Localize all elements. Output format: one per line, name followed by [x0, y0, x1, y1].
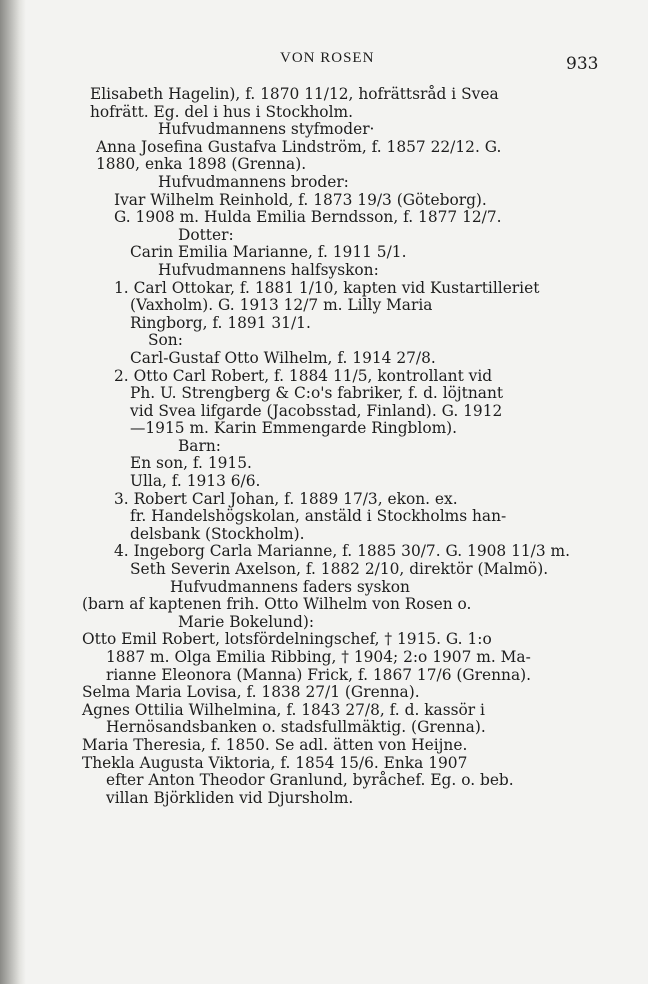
text-line: Otto Emil Robert, lotsfördelningschef, † 1915. G. 1:o [82, 630, 492, 649]
text-line: Ringborg, f. 1891 31/1. [130, 313, 311, 332]
page-binding-edge [0, 0, 26, 984]
section-heading: Hufvudmannens broder: [158, 172, 349, 191]
text-line: 2. Otto Carl Robert, f. 1884 11/5, kontrollant vid [114, 366, 493, 385]
section-heading: Hufvudmannens faders syskon [170, 577, 410, 596]
text-line: 1880, enka 1898 (Grenna). [96, 155, 307, 174]
text-line: Elisabeth Hagelin), f. 1870 11/12, hofrättsråd i Svea [90, 85, 499, 103]
text-line: villan Björkliden vid Djursholm. [106, 788, 354, 807]
text-line: G. 1908 m. Hulda Emilia Berndsson, f. 1877 12/7. [114, 208, 502, 227]
page-header [0, 50, 648, 74]
text-line: hofrätt. Eg. del i hus i Stockholm. [90, 102, 353, 121]
section-heading: Hufvudmannens halfsyskon: [158, 260, 379, 279]
text-line: Anna Josefina Gustafva Lindström, f. 1857 22/12. G. [96, 137, 502, 156]
text-line: Marie Bokelund): [178, 612, 315, 631]
section-heading: Barn: [178, 436, 221, 455]
text-line: Carin Emilia Marianne, f. 1911 5/1. [130, 243, 407, 262]
text-line: —1915 m. Karin Emmengarde Ringblom). [130, 419, 458, 438]
page-number: 933 [566, 54, 599, 74]
text-line: Hernösandsbanken o. stadsfullmäktig. (Grenna). [106, 718, 486, 737]
text-line: 1887 m. Olga Emilia Ribbing, † 1904; 2:o 1907 m. Ma- [106, 648, 531, 666]
text-line: Maria Theresia, f. 1850. Se adl. ätten von Heijne. [82, 735, 468, 754]
text-line: efter Anton Theodor Granlund, byråchef. Eg. o. beb. [106, 771, 514, 790]
text-line: delsbank (Stockholm). [130, 524, 305, 543]
text-line: 4. Ingeborg Carla Marianne, f. 1885 30/7. G. 1908 11/3 m. [114, 542, 571, 561]
text-line: Ivar Wilhelm Reinhold, f. 1873 19/3 (Göteborg). [114, 190, 487, 209]
text-line: fr. Handelshögskolan, anstäld i Stockholms han- [130, 507, 507, 526]
genealogy-text [82, 85, 600, 807]
text-line: (barn af kaptenen frih. Otto Wilhelm von Rosen o. [82, 595, 472, 614]
text-line: Ulla, f. 1913 6/6. [130, 472, 261, 491]
text-line: 3. Robert Carl Johan, f. 1889 17/3, ekon. ex. [114, 489, 458, 508]
section-heading: Son: [148, 331, 183, 350]
text-line: Carl-Gustaf Otto Wilhelm, f. 1914 27/8. [130, 348, 436, 367]
text-line: Thekla Augusta Viktoria, f. 1854 15/6. Enka 1907 [82, 753, 468, 772]
text-line: rianne Eleonora (Manna) Frick, f. 1867 17/6 (Grenna). [106, 665, 532, 684]
text-line: En son, f. 1915. [130, 454, 252, 473]
text-line: Agnes Ottilia Wilhelmina, f. 1843 27/8, f. d. kassör i [82, 700, 485, 719]
section-heading: Hufvudmannens styfmoder· [158, 120, 375, 139]
text-line: Ph. U. Strengberg & C:o's fabriker, f. d. löjtnant [130, 384, 504, 403]
text-line: Seth Severin Axelson, f. 1882 2/10, direktör (Malmö). [130, 560, 549, 579]
running-head: VON ROSEN [280, 50, 375, 66]
text-line: 1. Carl Ottokar, f. 1881 1/10, kapten vid Kustartilleriet [114, 278, 540, 297]
text-line: vid Svea lifgarde (Jacobsstad, Finland). G. 1912 [130, 401, 503, 420]
section-heading: Dotter: [178, 225, 234, 244]
text-line: Selma Maria Lovisa, f. 1838 27/1 (Grenna). [82, 683, 420, 702]
text-line: (Vaxholm). G. 1913 12/7 m. Lilly Maria [130, 296, 433, 315]
